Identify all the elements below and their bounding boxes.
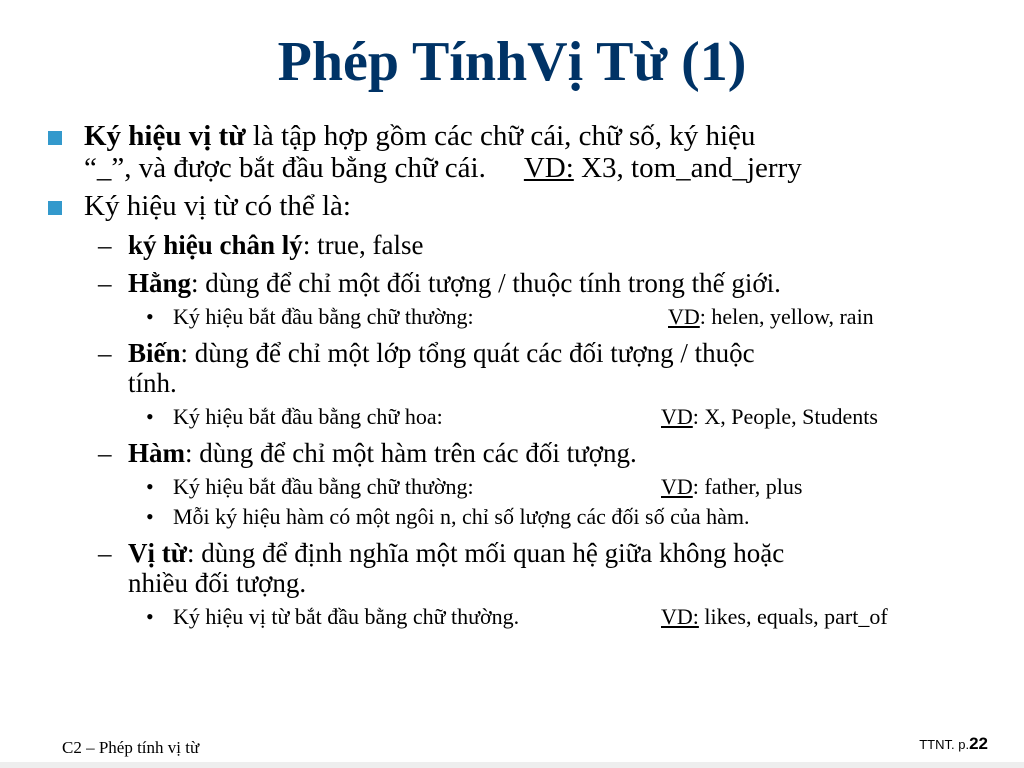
dash-bullet-icon: – [98, 230, 112, 260]
slide-title: Phép TínhVị Từ (1) [277, 31, 747, 93]
sub-sub-text: Ký hiệu bắt đầu bằng chữ thường: [173, 304, 474, 329]
term-bold: Ký hiệu vị từ [84, 120, 246, 152]
sub-bullet-text: : dùng để chỉ một đối tượng / thuộc tính trong thế giới. [191, 268, 781, 298]
sub-sub-bullet-function-example [48, 474, 978, 500]
sub-bullet-function [48, 438, 978, 468]
sub-bullet-text: : dùng để chỉ một lớp tổng quát các đối tượng / thuộc [180, 338, 755, 368]
slide-content [48, 120, 978, 630]
bullet-symbol-kinds [48, 190, 978, 222]
bullet-text: Ký hiệu vị từ có thể là: [84, 190, 351, 222]
example-label: VD [668, 304, 700, 329]
definition-text: là tập hợp gồm các chữ cái, chữ số, ký hiệu [245, 120, 756, 152]
sub-sub-bullet-function-arity [48, 504, 978, 530]
bullet-symbol-definition [48, 120, 978, 184]
sub-bullet-predicate [48, 538, 978, 598]
sub-bullet-text: : true, false [302, 230, 424, 260]
bottom-divider [0, 762, 1024, 768]
dot-bullet-icon: • [146, 474, 154, 499]
dash-bullet-icon: – [98, 438, 112, 468]
definition-text-line2: “_”, và được bắt đầu bằng chữ cái. [84, 152, 486, 184]
example-label: VD: [523, 152, 574, 184]
term-bold: Hàm [128, 438, 185, 468]
dot-bullet-icon: • [146, 504, 154, 529]
example-text: : X, People, Students [692, 404, 878, 429]
dash-bullet-icon: – [98, 338, 112, 368]
example-label: VD [661, 474, 693, 499]
square-bullet-icon [48, 201, 62, 215]
term-bold: Biến [128, 338, 181, 368]
example-label: VD [661, 404, 693, 429]
sub-sub-bullet-predicate-example [48, 604, 978, 630]
example-text: : father, plus [692, 474, 803, 499]
sub-bullet-text-line2: nhiều đối tượng. [128, 568, 307, 598]
dot-bullet-icon: • [146, 604, 154, 629]
footer-chapter: C2 – Phép tính vị từ [62, 738, 200, 757]
square-bullet-icon [48, 131, 62, 145]
sub-bullet-truth-symbol [48, 230, 978, 260]
term-bold: ký hiệu chân lý [128, 230, 303, 260]
example-text: : helen, yellow, rain [699, 304, 874, 329]
sub-bullet-text: : dùng để chỉ một hàm trên các đối tượng. [185, 438, 637, 468]
footer-page-prefix: TTNT. p. [919, 737, 970, 752]
term-bold: Hằng [128, 268, 192, 298]
sub-sub-text: Ký hiệu bắt đầu bằng chữ thường: [173, 474, 474, 499]
sub-bullet-text-line2: tính. [128, 368, 177, 398]
footer-page [919, 734, 988, 754]
dot-bullet-icon: • [146, 304, 154, 329]
sub-bullet-constant [48, 268, 978, 298]
sub-bullet-text: : dùng để định nghĩa một mối quan hệ giữa không hoặc [186, 538, 785, 568]
example-text: X3, tom_and_jerry [573, 152, 802, 184]
sub-sub-text: Ký hiệu vị từ bắt đầu bằng chữ thường. [173, 604, 520, 629]
dash-bullet-icon: – [98, 538, 112, 568]
sub-sub-bullet-variable-example [48, 404, 978, 430]
dash-bullet-icon: – [98, 268, 112, 298]
sub-sub-bullet-constant-example [48, 304, 978, 330]
example-text: likes, equals, part_of [698, 604, 888, 629]
sub-bullet-variable [48, 338, 978, 398]
sub-sub-text: Mỗi ký hiệu hàm có một ngôi n, chỉ số lượng các đối số của hàm. [173, 504, 750, 529]
dot-bullet-icon: • [146, 404, 154, 429]
term-bold: Vị từ [128, 538, 187, 568]
page-number: 22 [969, 734, 988, 753]
example-label: VD: [661, 604, 699, 629]
sub-sub-text: Ký hiệu bắt đầu bằng chữ hoa: [173, 404, 443, 429]
